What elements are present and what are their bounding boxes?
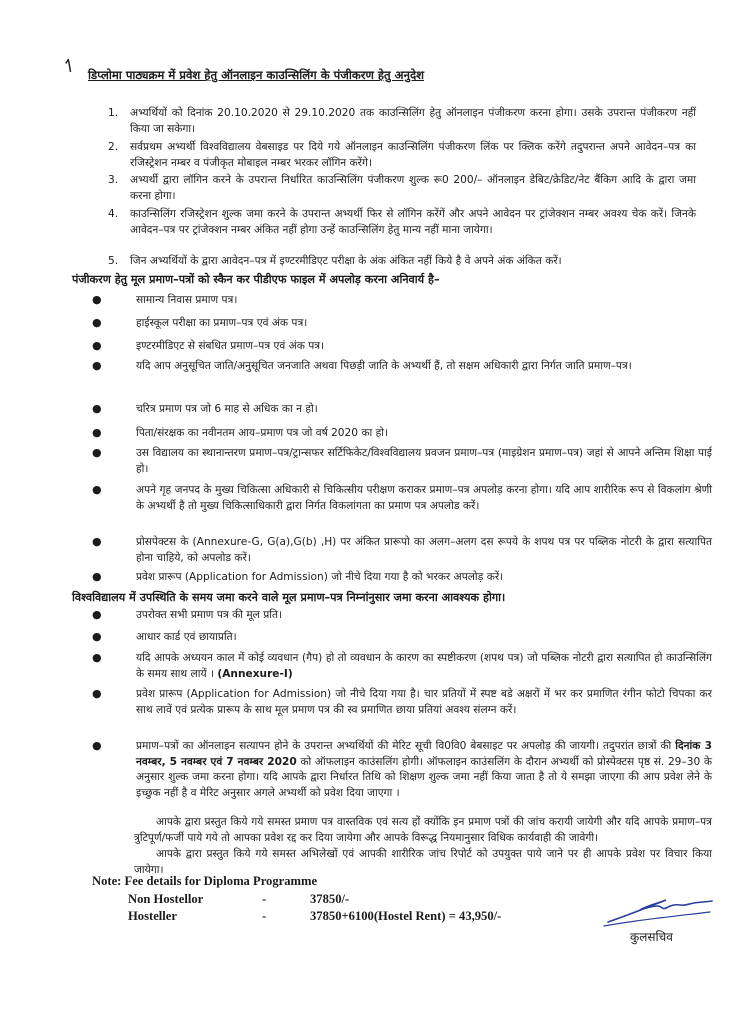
instruction-text: अभ्यर्थी द्वारा लॉगिन करने के उपरान्त निर्धारित काउन्सिलिंग पंजीकरण शुल्क रू0 200/– ऑनलाइन डेबिट/क्रेडिट/नेट बैंकिग आदि के द्वारा जमा करना होगा। bbox=[130, 174, 696, 202]
list-item bbox=[92, 483, 712, 514]
fee-value: 37850+6100(Hostel Rent) = 43,950/- bbox=[310, 909, 502, 923]
bullet-icon: ● bbox=[92, 426, 102, 439]
list-item-text: हाईस्कूल परीक्षा का प्रमाण–पत्र एवं अंक पत्र। bbox=[136, 317, 308, 329]
list-item bbox=[92, 446, 712, 477]
fee-separator: - bbox=[262, 909, 267, 923]
list-item bbox=[92, 687, 712, 718]
fee-label: Hosteller bbox=[128, 909, 177, 923]
instruction-number: 5. bbox=[108, 255, 119, 267]
list-item-text: आधार कार्ड एवं छायाप्रति। bbox=[136, 631, 237, 643]
upload-heading: पंजीकरण हेतु मूल प्रमाण–पत्रों को स्कैन कर पीडीएफ फाइल में अपलोड़ करना अनिवार्य है– bbox=[72, 273, 440, 286]
fee-note-title: Note: Fee details for Diploma Programme bbox=[92, 874, 318, 888]
instruction-item bbox=[108, 207, 696, 238]
bullet-icon: ● bbox=[92, 339, 102, 352]
instruction-number: 4. bbox=[108, 208, 119, 220]
list-item-text: पिता/संरक्षक का नवीनतम आय–प्रमाण पत्र जो वर्ष 2020 का हो। bbox=[136, 427, 389, 439]
instruction-number: 3. bbox=[108, 174, 119, 186]
pen-mark: ↿ bbox=[60, 54, 79, 79]
list-item bbox=[92, 293, 712, 309]
instruction-number: 2. bbox=[108, 141, 119, 153]
list-item-text: प्रवेश प्रारूप (Application for Admission) जो नीचे दिया गया है। चार प्रतियों में स्पष्ट बडे अक्षरों में भर कर प्रमाणित रंगीन फोटो चिपका कर साथ लावें एवं प्रत्येक प्रारूप के साथ मूल प्रमाण पत्र की स्व प्रमाणित छाया प्रतियां अवश्य संलग्न करें। bbox=[136, 688, 712, 716]
signature-mark bbox=[596, 886, 716, 930]
list-item bbox=[92, 608, 712, 624]
list-item bbox=[92, 535, 712, 566]
list-item bbox=[92, 402, 712, 418]
bullet-icon: ● bbox=[92, 630, 102, 643]
list-item bbox=[92, 339, 712, 355]
list-item-body: यदि आपके अध्ययन काल में कोई व्यवधान (गैप) हो तो व्यवधान के कारण का स्पष्टीकरण (शपथ पत्र) जो पब्लिक नोटरी द्वारा सत्यापित हो काउन्सिलिंग के समय साथ लायें । bbox=[136, 652, 712, 680]
list-item-text: प्रोसपेक्टस के (Annexure-G, G(a),G(b) ,H) पर अंकित प्रारूपो का अलग–अलग दस रूपये के शपथ पत्र पर पब्लिक नोटरी के द्वारा सत्यापित होना चाहिये, को अपलोड करें। bbox=[136, 536, 712, 564]
list-item bbox=[92, 359, 712, 375]
list-item-text: इण्टरमीडिएट से संबधित प्रमाण–पत्र एवं अंक पत्र। bbox=[136, 340, 325, 352]
list-item bbox=[92, 739, 712, 801]
list-item-body: प्रमाण–पत्रों का ऑनलाइन सत्यापन होने के उपरान्त अभ्यर्थियों की मेरिट सूची वि0वि0 बेबसाइट पर अपलोड़ की जायगी। तदुपरांत छात्रों की bbox=[136, 740, 672, 752]
list-item-text: यदि आप अनुसूचित जाति/अनुसूचित जनजाति अथवा पिछड़ी जाति के अभ्यर्थी हैं, तो सक्षम अधिकारी द्वारा निर्गत जाति प्रमाण–पत्र। bbox=[136, 360, 632, 372]
list-item bbox=[92, 316, 712, 332]
list-item bbox=[92, 570, 712, 586]
instruction-item bbox=[108, 173, 696, 204]
instruction-item bbox=[108, 254, 696, 270]
list-item-text: अपने गृह जनपद के मुख्य चिकित्सा अधिकारी से चिकित्सीय परीक्षण कराकर प्रमाण–पत्र अपलोड़ करना होगा। यदि आप शारीरिक रूप से विकलांग श्रेणी के अभ्यर्थी है तो मुख्य चिकित्साधिकारी द्वारा निर्गत विकलांगता का प्रमाण पत्र अपलोड करें। bbox=[136, 484, 712, 512]
bullet-icon: ● bbox=[92, 535, 102, 548]
list-item-text: प्रवेश प्रारूप (Application for Admission) जो नीचे दिया गया है को भरकर अपलोड़ करें। bbox=[136, 571, 504, 583]
bullet-icon: ● bbox=[92, 316, 102, 329]
declaration-paragraph: आपके द्वारा प्रस्तुत किये गये समस्त प्रमाण पत्र वास्तविक एवं सत्य हों क्योंकि इन प्रमाण पत्रों की जांच करायी जायेगी और यदि आपके प्रमाण–पत्र त्रुटिपूर्ण/फर्जी पाये गये तो आपका प्रवेश रद्द कर दिया जायेगा और आपके विरूद्ध नियमानुसार विधिक कार्यवाही की जावेगी। bbox=[134, 816, 712, 844]
bullet-icon: ● bbox=[92, 739, 102, 752]
bullet-icon: ● bbox=[92, 359, 102, 372]
bullet-icon: ● bbox=[92, 446, 102, 459]
document-title: डिप्लोमा पाठ्यक्रम में प्रवेश हेतु ऑनलाइन काउन्सिलिंग के पंजीकरण हेतु अनुदेश bbox=[88, 68, 425, 82]
annexure-reference: (Annexure-I) bbox=[217, 667, 293, 680]
list-item bbox=[92, 630, 712, 646]
instruction-number: 1. bbox=[108, 107, 119, 119]
bullet-icon: ● bbox=[92, 402, 102, 415]
submit-heading: विश्वविद्यालय में उपस्थिति के समय जमा करने वाले मूल प्रमाण–पत्र निम्नांनुसार जमा करना आवश्यक होगा। bbox=[72, 591, 506, 604]
consideration-paragraph: आपके द्वारा प्रस्तुत किये गये समस्त अभिलेखों एवं आपकी शारीरिक जांच रिपोर्ट को उपयुक्त पाये जाने पर ही आपके प्रवेश पर विचार किया जायेगा। bbox=[134, 848, 712, 876]
list-item bbox=[92, 651, 712, 682]
instruction-text: जिन अभ्यर्थियों के द्वारा आवेदन–पत्र में इण्टरमीडिएट परीक्षा के अंक अंकित नहीं किये है वे अपने अंक अंकित करें। bbox=[130, 255, 562, 267]
signatory-title: कुलसचिव bbox=[630, 930, 673, 944]
list-item-text: उपरोक्त सभी प्रमाण पत्र की मूल प्रति। bbox=[136, 609, 283, 621]
list-item-body: को ऑफलाइन काउंसलिंग होगी। ऑफलाइन काउंसलिंग के दौरान अभ्यर्थी को प्रोस्पेक्टस पृष्ठ सं. 29–30 के अनुसार शुल्क जमा करना होगा। यदि आपके द्वारा निर्धारत तिथि को शिक्षण शुल्क जमा नहीं किया जाता है तो ये समझा जाएगा की आप प्रवेश लेने के इच्छुक नहीं है व मेरिट अनुसार अगले अभ्यर्थी को प्रवेश दिया जाएगा । bbox=[136, 755, 712, 799]
fee-value: 37850/- bbox=[310, 892, 350, 906]
list-item-text: उस विद्यालय का स्थानान्तरण प्रमाण–पत्र/ट्रान्सफर सर्टिफिकेट/विश्वविद्यालय प्रवजन प्रमाण–पत्र (माइग्रेशन प्रमाण–पत्र) जहां से आपने अन्तिम शिक्षा पाई हो। bbox=[136, 447, 712, 475]
list-item-text bbox=[136, 739, 712, 801]
instruction-text: काउन्सिलिंग रजिस्ट्रेशन शुल्क जमा करने के उपरान्त अभ्यर्थी फिर से लॉगिन करेंगें और अपने आवेदन पर ट्रांजेक्शन नम्बर अवश्य चेक करें। जिनके आवेदन–पत्र पर ट्रांजेक्शन नम्बर अंकित नहीं होगा उन्हें काउन्सिलिंग हेतु मान्य नहीं माना जायेगा। bbox=[130, 208, 696, 236]
fee-label: Non Hostellor bbox=[128, 892, 204, 906]
list-item-text: चरित्र प्रमाण पत्र जो 6 माह से अधिक का न हो। bbox=[136, 403, 318, 415]
list-item-text: सामान्य निवास प्रमाण पत्र। bbox=[136, 294, 238, 306]
counselling-dates: दिनांक 3 नवम्बर, 5 नवम्बर एवं 7 नवम्बर 2020 bbox=[136, 740, 712, 768]
instruction-text: सर्वप्रथम अभ्यर्थी विश्वविद्यालय वेबसाइड पर दिये गये ऑनलाइन काउन्सिलिंग पंजीकरण लिंक पर क्लिक करेंगे तदुपरान्त अपने आवेदन–पत्र का रजिस्ट्रेशन नम्बर व पंजीकृत मोबाइल नम्बर भरकर लॉगिन करेंगे। bbox=[130, 141, 696, 169]
fee-separator: - bbox=[262, 892, 267, 906]
bullet-icon: ● bbox=[92, 651, 102, 664]
bullet-icon: ● bbox=[92, 483, 102, 496]
bullet-icon: ● bbox=[92, 687, 102, 700]
list-item bbox=[92, 426, 712, 442]
bullet-icon: ● bbox=[92, 608, 102, 621]
instruction-item bbox=[108, 106, 696, 137]
bullet-icon: ● bbox=[92, 293, 102, 306]
list-item-text bbox=[136, 651, 712, 682]
instruction-item bbox=[108, 140, 696, 171]
bullet-icon: ● bbox=[92, 570, 102, 583]
instruction-text: अभ्यर्थियों को दिनांक 20.10.2020 से 29.10.2020 तक काउन्सिलिंग हेतु ऑनलाइन पंजीकरण करना होगा। उसके उपरान्त पंजीकरण नहीं किया जा सकेगा। bbox=[130, 107, 696, 135]
